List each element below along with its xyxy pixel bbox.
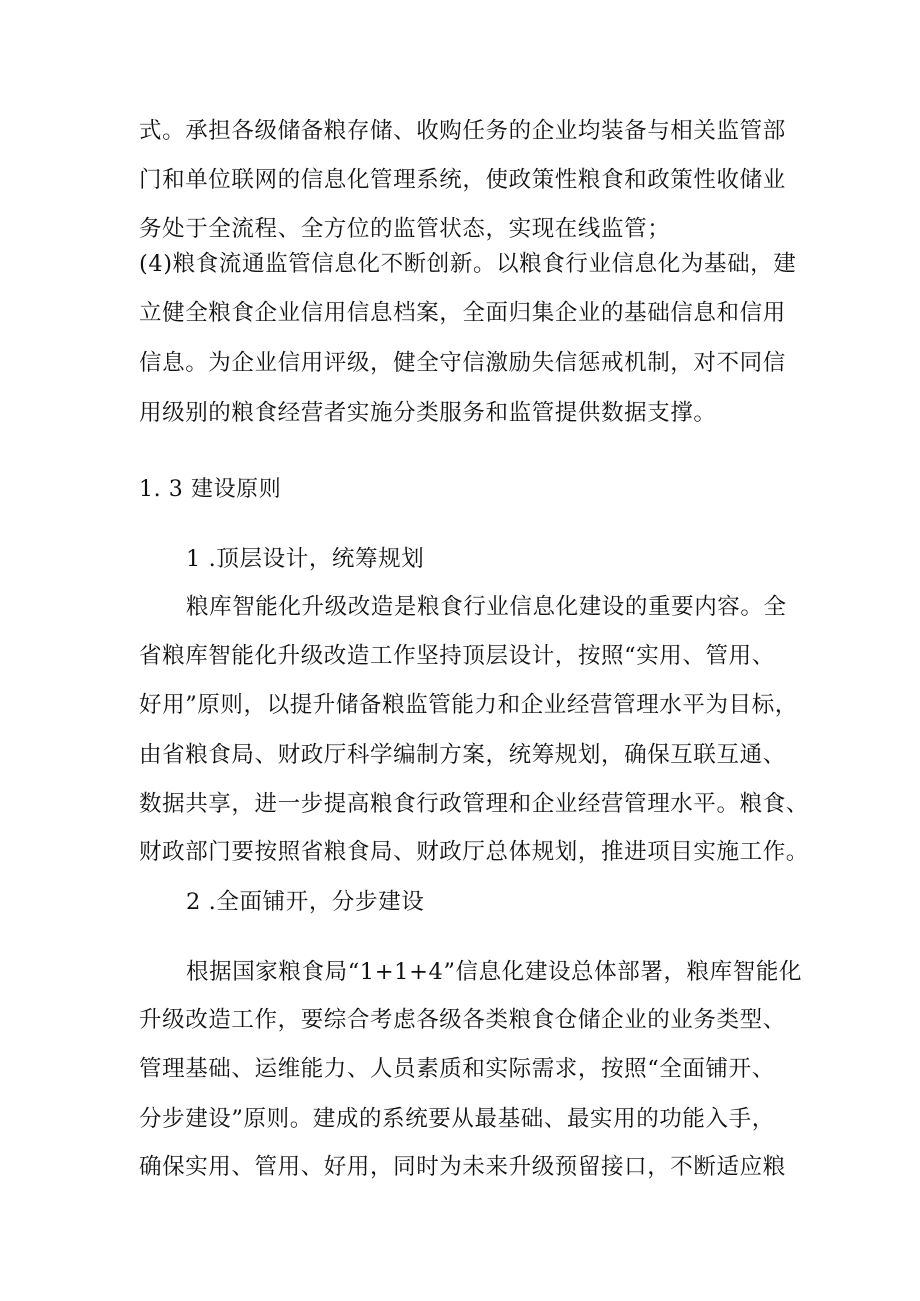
paragraph-line: 财政部门要按照省粮食局、财政厅总体规划，推进项目实施工作。: [139, 839, 809, 865]
paragraph-line: 信息。为企业信用评级，健全守信激励失信惩戒机制，对不同信: [139, 350, 786, 376]
paragraph-line: 升级改造工作，要综合考虑各级各类粮食仓储企业的业务类型、: [139, 1007, 786, 1033]
subsection-heading: 1 .顶层设计，统筹规划: [186, 546, 425, 572]
paragraph-line: 粮库智能化升级改造是粮食行业信息化建设的重要内容。全: [186, 594, 787, 620]
paragraph-line: 分步建设”原则。建成的系统要从最基础、最实用的功能入手，: [139, 1106, 775, 1132]
paragraph-line: 好用”原则，以提升储备粮监管能力和企业经营管理水平为目标，: [139, 692, 798, 718]
paragraph-line: 门和单位联网的信息化管理系统，使政策性粮食和政策性收储业: [139, 167, 786, 193]
paragraph-line: 确保实用、管用、好用，同时为未来升级预留接口，不断适应粮: [139, 1154, 786, 1180]
list-item-line: (4)粮食流通监管信息化不断创新。以粮食行业信息化为基础，建: [139, 251, 797, 277]
paragraph-line: 由省粮食局、财政厅科学编制方案，统筹规划，确保互联互通、: [139, 742, 786, 768]
subsection-heading: 2 .全面铺开，分步建设: [186, 889, 425, 915]
paragraph-line: 立健全粮食企业信用信息档案，全面归集企业的基础信息和信用: [139, 300, 786, 326]
paragraph-line: 用级别的粮食经营者实施分类服务和监管提供数据支撑。: [139, 400, 717, 426]
section-heading: 1. 3 建设原则: [139, 477, 282, 502]
paragraph-line: 省粮库智能化升级改造工作坚持顶层设计，按照“实用、管用、: [139, 643, 775, 669]
paragraph-line: 管理基础、运维能力、人员素质和实际需求，按照“全面铺开、: [139, 1056, 775, 1082]
paragraph-line: 根据国家粮食局“1+1+4”信息化建设总体部署，粮库智能化: [186, 959, 803, 985]
paragraph-line: 式。承担各级储备粮存储、收购任务的企业均装备与相关监管部: [139, 118, 786, 144]
paragraph-line: 务处于全流程、全方位的监管状态，实现在线监管；: [139, 216, 671, 242]
paragraph-line: 数据共享，进一步提高粮食行政管理和企业经营管理水平。粮食、: [139, 791, 809, 817]
